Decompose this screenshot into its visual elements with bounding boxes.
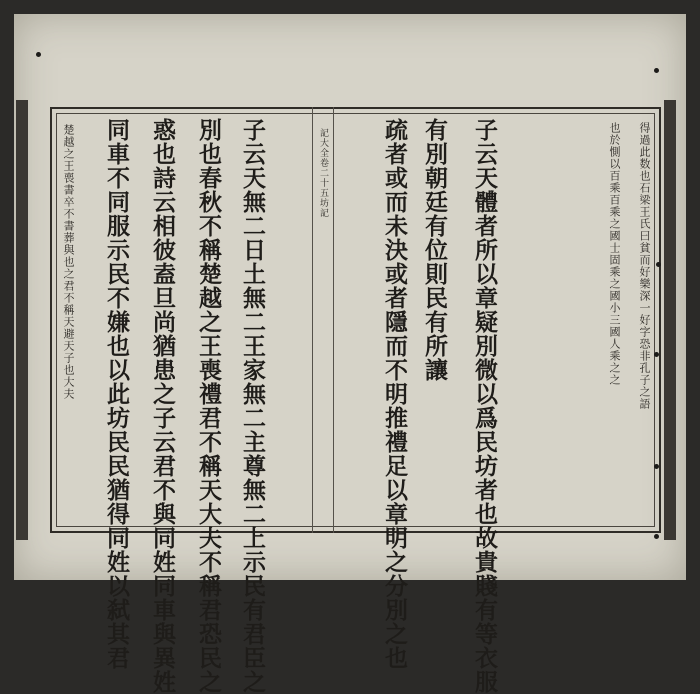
commentary-column: 也於惻以百乘百乘之國士固乘之國小三國人乘之之: [608, 122, 621, 386]
main-text-column: 疏者或而未決或者隱而不明推禮足以章明之分別之也: [381, 118, 408, 670]
main-text-column: 惑也詩云相彼盍旦尚猶患之子云君不與同姓同車與異姓: [149, 118, 176, 694]
commentary-column: 得過此数也石梁王氏曰貧而好樂深一好字恐非孔子之語: [638, 122, 651, 410]
commentary-column: 楚越之王喪書卒不書葬與也之君不稱天避天子也大夫: [62, 124, 75, 400]
page-edge-right: [664, 100, 676, 540]
print-border: [50, 107, 661, 694]
binding-hole: [656, 262, 661, 267]
binding-hole: [654, 534, 659, 539]
main-text-column: 有別朝廷有位則民有所讓: [421, 118, 448, 382]
fold-title: 記大全卷二十五坊記: [318, 128, 328, 218]
binding-hole: [654, 464, 659, 469]
page-edge-left: [16, 100, 28, 540]
binding-hole: [654, 352, 659, 357]
binding-hole: [654, 68, 659, 73]
main-text-column: 別也春秋不稱楚越之王喪禮君不稱天大夫不稱君恐民之: [195, 118, 222, 694]
main-text-column: 子云天無二日土無二王家無二主尊無二上示民有君臣之: [239, 118, 266, 694]
main-text-column: 子云天體者所以章疑別微以爲民坊者也故貴賤有等衣服: [471, 118, 498, 694]
binding-hole: [36, 52, 41, 57]
main-text-column: 同車不同服示民不嫌也以此坊民民猶得同姓以弑其君: [103, 118, 130, 670]
